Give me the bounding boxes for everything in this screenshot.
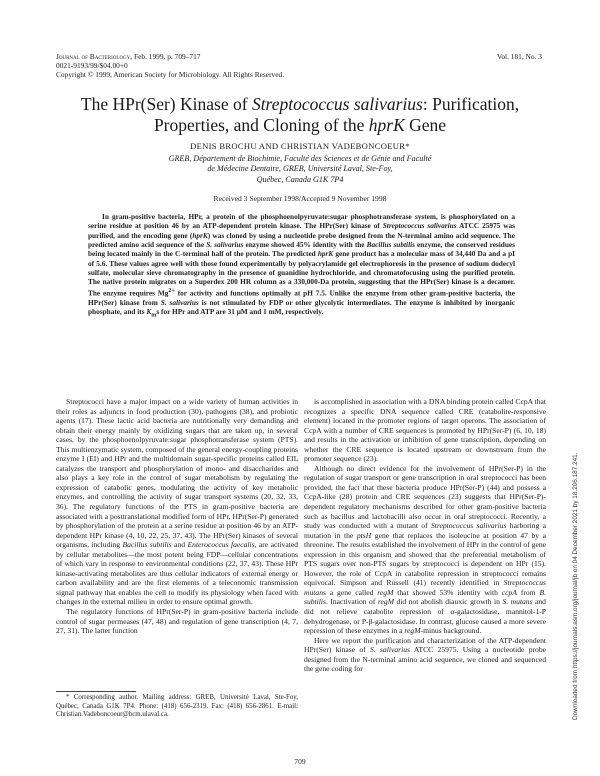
- copyright: Copyright © 1999, American Society for Microbiology. All Rights Reserved.: [56, 70, 285, 80]
- footnote-divider: [56, 691, 136, 692]
- download-watermark-link[interactable]: Downloaded from https://journals.asm.org/journal/jb on 04 December 2021 by 18.206.187.241.: [572, 452, 579, 720]
- article-code: 0021-9193/99/$04.00+0: [56, 61, 128, 71]
- body-column-right: [304, 397, 546, 674]
- article-title: The HPr(Ser) Kinase of Streptococcus salivarius: Purification, Properties, and Cloning of the hprK Gene: [80, 94, 520, 135]
- paragraph: is accomplished in association with a DNA binding protein called CcpA that recognizes a specific DNA sequence called CRE (catabolite-responsive element) located in the promoter regions of target operons. The association of CcpA with a number of CRE sequences is promoted by HPr(Ser-P) (6, 10, 18) and results in the activation or inhibition of gene transcription, depending on whether the CRE sequence is located upstream or downstream from the promoter sequence (23).: [304, 397, 546, 464]
- page-number: 709: [294, 757, 306, 766]
- paragraph: Although no direct evidence for the involvement of HPr(Ser-P) in the regulation of sugar transport or gene transcription in oral streptococci has been provided, the fact that these bacteria produce HPr(Ser-P) (44) and possess a CcpA-like (28) protein and CRE sequences (23) suggests that HPr(Ser-P)-dependent regulatory mechanisms described for other gram-positive bacteria such as bacillus and lactobacilli also occur in oral streptococci. Recently, a study was conducted with a mutant of Streptococcus salivarius harboring a mutation in the ptsH gene that replaces the isoleucine at position 47 by a threonine. The results established the involvement of HPr in the control of gene expression in this organism and showed that the preferential metabolism of PTS sugars over non-PTS sugars by streptococci is dependent on HPr (15). However, the role of CcpA in catabolite repression in streptococci remains equivocal. Simpson and Russell (41) recently identified in Streptococcus mutans a gene called regM that showed 53% identity with ccpA from B. subtilis. Inactivation of regM did not abolish diauxic growth in S. mutans and did not relieve catabolite repression of α-galactosidase, mannitol-1-P dehydrogenase, or P-β-galactosidase. In contrast, glucose caused a more severe repression of these enzymes in a regM-minus background.: [304, 463, 546, 636]
- abstract: In gram-positive bacteria, HPr, a protein of the phosphoenolpyruvate:sugar phosphotransferase system, is phosphorylated on a serine residue at position 46 by an ATP-dependent protein kinase. The HPr(Ser) kinase of Streptococcus salivarius ATCC 25975 was purified, and the encoding gene (hprK) was cloned by using a nucleotide probe designed from the N-terminal amino acid sequence. The predicted amino acid sequence of the S. salivarius enzyme showed 45% identity with the Bacillus subtilis enzyme, the conserved residues being located mainly in the C-terminal half of the protein. The predicted hprK gene product has a molecular mass of 34,440 Da and a pI of 5.6. These values agree well with those found experimentally by polyacrylamide gel electrophoresis in the presence of sodium dodecyl sulfate, molecular sieve chromatography in the presence of guanidine hydrochloride, and chromatofocusing using the purified protein. The native protein migrates on a Superdex 200 HR column as a 330,000-Da protein, suggesting that the HPr(Ser) kinase is a decamer. The enzyme requires $Mg^{2+}$ for activity and functions optimally at pH 7.5. Unlike the enzyme from other gram-positive bacteria, the HPr(Ser) kinase from S. salivarius is not stimulated by FDP or other glycolytic intermediates. The enzyme is inhibited by inorganic phosphate, and its $K_ms$ for HPr and ATP are 31 μM and 1 mM, respectively.: [88, 212, 515, 319]
- footnote: * Corresponding author. Mailing address: GREB, Université Laval, Ste-Foy, Québec, Canada G1K 7P4. Phone: (418) 656-2319. Fax: (418) 656-2861. E-mail: Christian.Vadeboncoeur@bcm.ulaval.ca.: [56, 694, 298, 719]
- paragraph: Streptococci have a major impact on a wide variety of human activities in their roles as adjuncts in food production (30), pathogens (38), and probiotic agents (17). These lactic acid bacteria are nutritionally very demanding and obtain their energy mainly by oxidizing sugars that are taken up, in several cases, by the phosphoenolpyruvate:sugar phosphotransferase system (PTS). This multienzymatic system, composed of the general energy-coupling proteins enzyme I (EI) and HPr and the multidomain sugar-specific proteins called EII, catalyzes the transport and phosphorylation of mono- and disaccharides and also plays a key role in the control of sugar metabolism by regulating the expression of catabolic genes, modulating the activity of key metabolic enzymes, and controlling the activity of sugar transport systems (20, 32, 33, 36). The regulatory functions of the PTS in gram-positive bacteria are associated with a posttranslational modified form of HPr, HPr(Ser-P) generated by phosphorylation of the protein at a serine residue at position 46 by an ATP-dependent HPr kinase (4, 10, 22, 25, 37, 43). The HPr(Ser) kinases of several organisms, including Bacillus subtilis and Enterococcus faecalis, are activated by cellular metabolites—the most potent being FDP—cellular concentrations of which vary in response to environmental conditions (22, 37, 43). These HPr kinase-activating metabolites are thus cellular indicators of external energy or carbon availability and are the first elements of a teleconomic transmission signal pathway that enables the cell to modify its physiology when faced with changes in the external milieu in order to ensure optimal growth.: [56, 397, 298, 607]
- body-column-left: [56, 397, 298, 636]
- journal-name: Journal of Bacteriology: [56, 52, 131, 61]
- paragraph: Here we report the purification and characterization of the ATP-dependent HPr(Ser) kinase of S. salivarius ATCC 25975. Using a nucleotide probe designed from the N-terminal amino acid sequence, we cloned and sequenced the gene coding for: [304, 635, 546, 674]
- paragraph: The regulatory functions of HPr(Ser-P) in gram-positive bacteria include control of sugar permeases (47, 48) and regulation of gene transcription (4, 7, 27, 31). The latter function: [56, 607, 298, 636]
- journal-citation: [56, 52, 386, 61]
- volume-info: Vol. 181, No. 3: [496, 52, 542, 61]
- issue-date: , Feb. 1999, p. 709–717: [130, 52, 201, 61]
- authors: DENIS BROCHU AND CHRISTIAN VADEBONCOEUR*: [190, 141, 410, 151]
- affiliation: GREB, Département de Biochimie, Faculté des Sciences et de Génie and Faculté de Médecine Dentaire, GREB, Université Laval, Ste-Foy, Québec, Canada G1K 7P4: [168, 154, 432, 184]
- journal-header: [56, 52, 386, 80]
- received-dates: Received 3 September 1998/Accepted 9 November 1998: [213, 194, 387, 203]
